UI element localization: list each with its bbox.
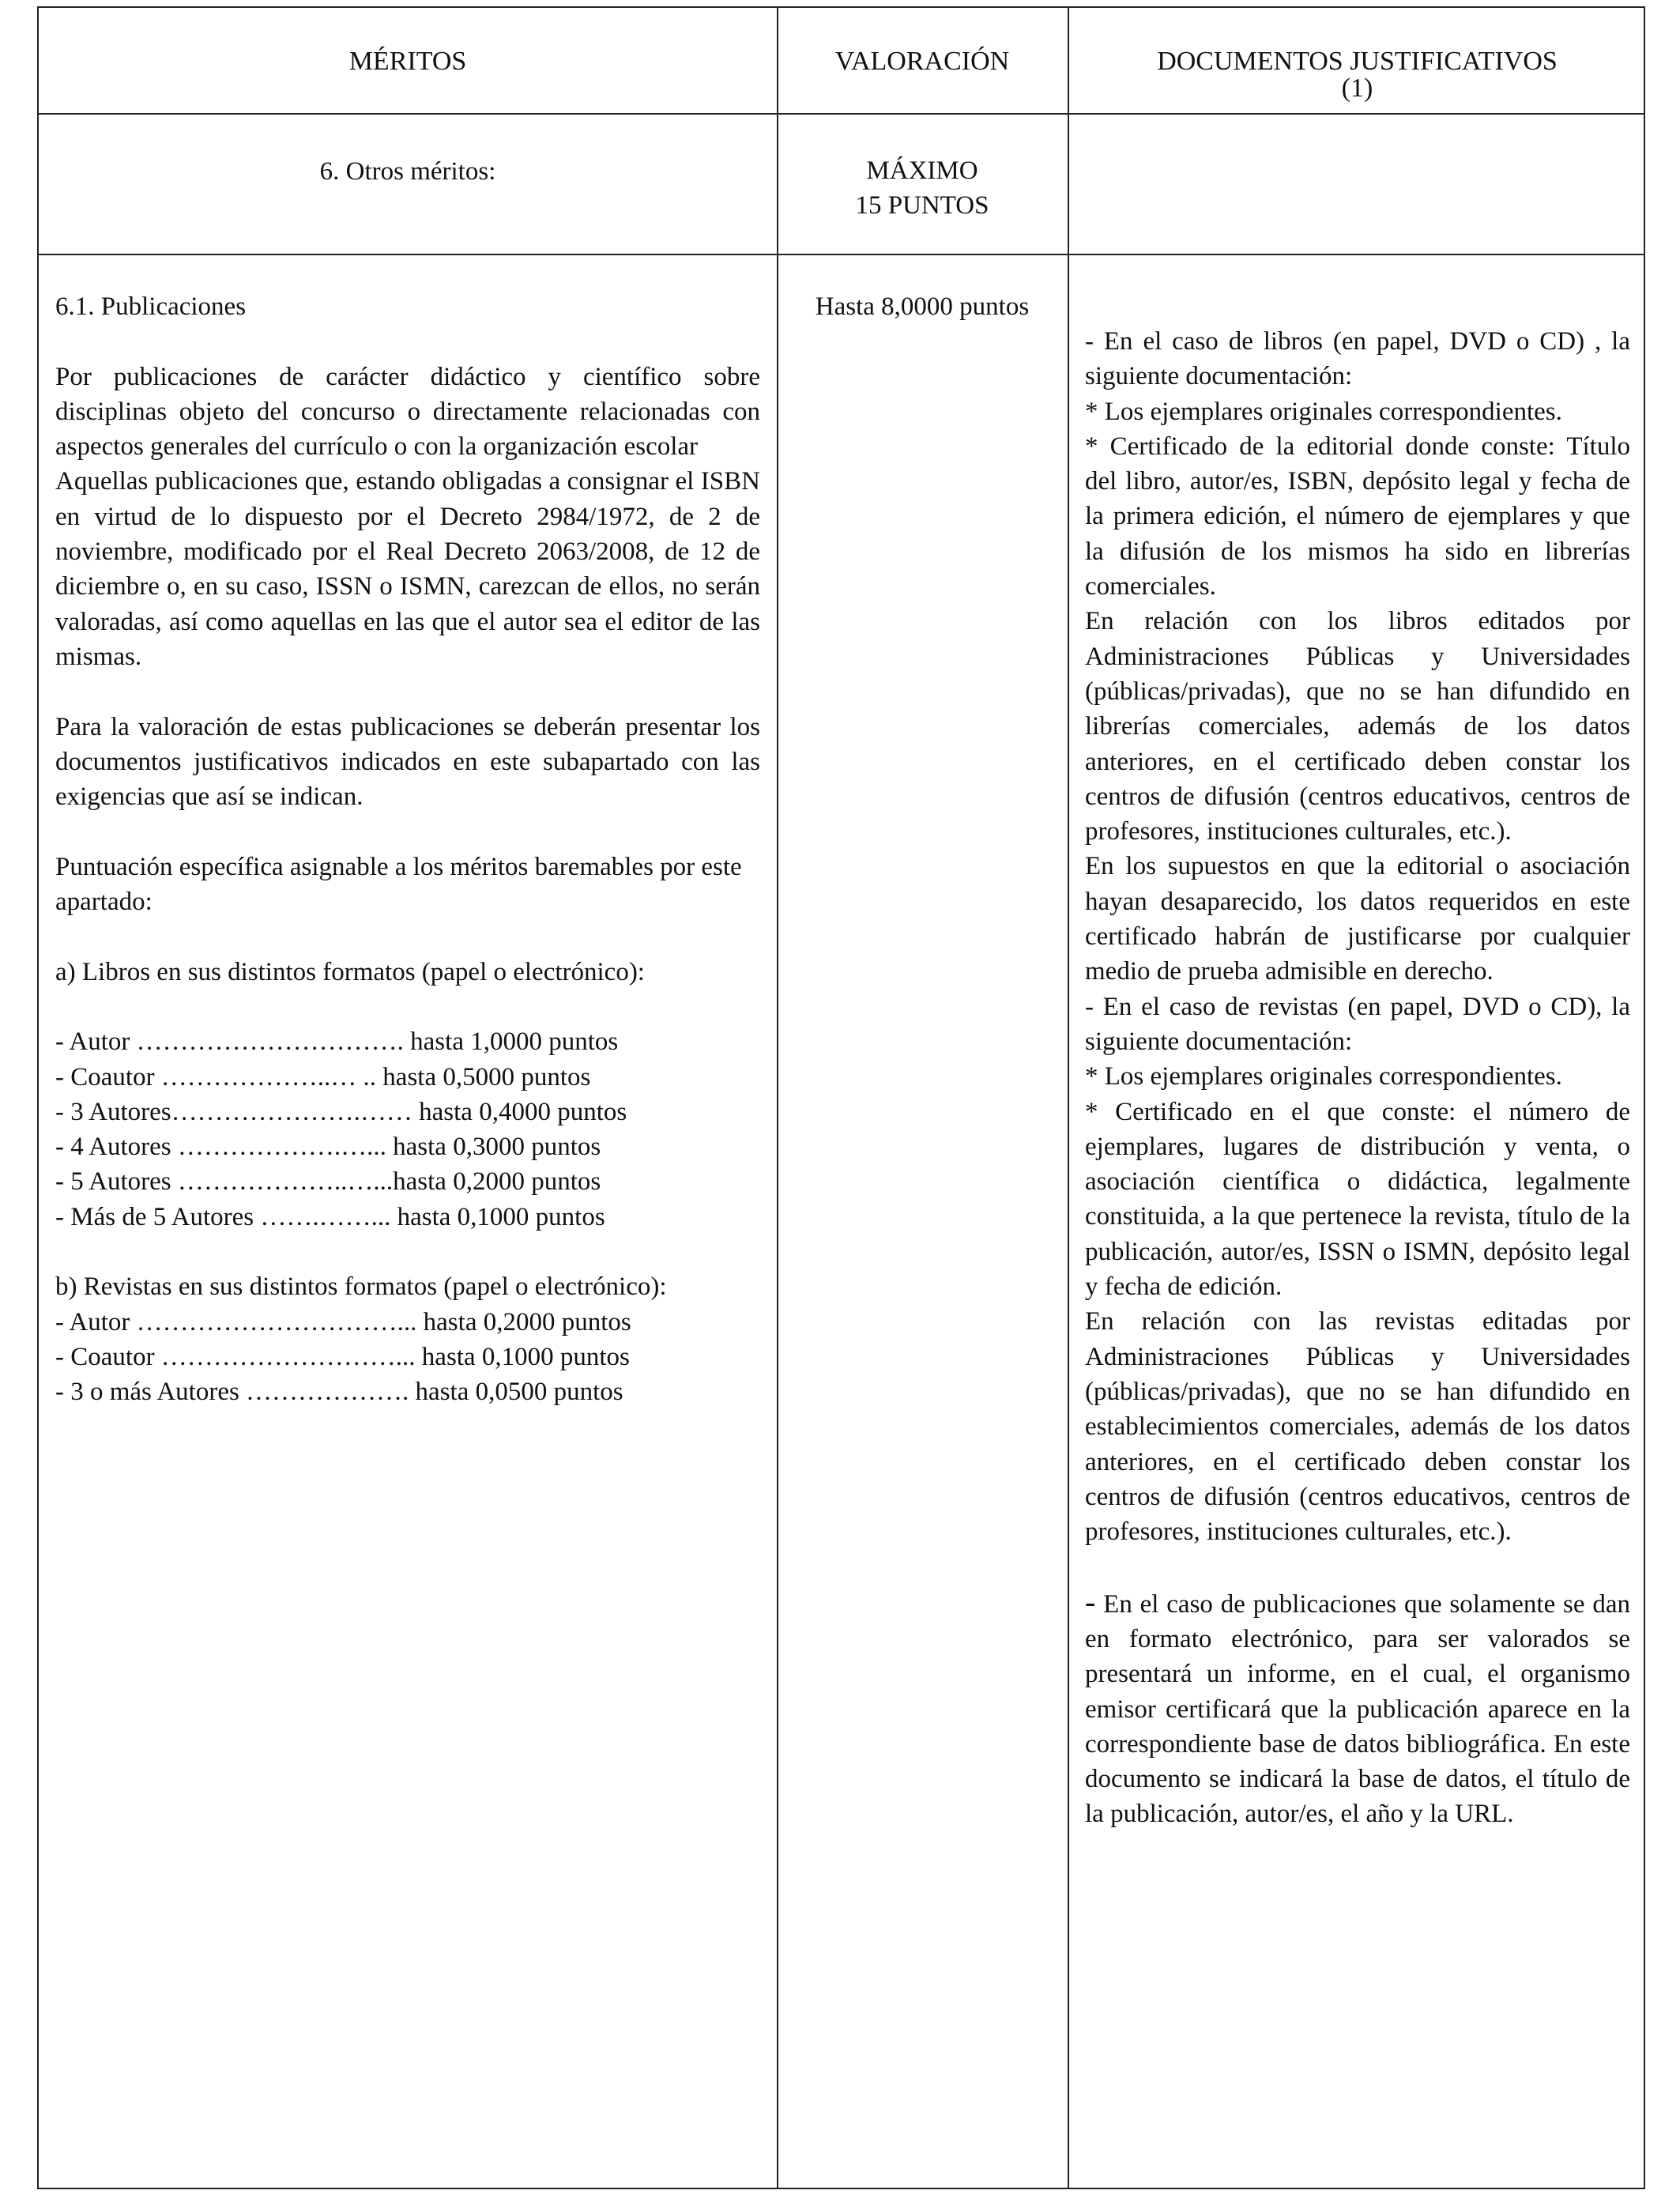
journals-heading: b) Revistas en sus distintos formatos (papel o electrónico): bbox=[55, 1272, 667, 1302]
valuation-note: Para la valoración de estas publicaciones se deberán presentar los documentos justificativos indicados en este subapartado con las exigencias que así se indican. bbox=[55, 712, 760, 812]
docs-books-item: * Los ejemplares originales correspondientes. bbox=[1085, 397, 1562, 426]
section-max bbox=[777, 153, 1068, 224]
section-title: 6. Otros méritos: bbox=[319, 157, 496, 186]
section-max-line1: MÁXIMO bbox=[866, 156, 978, 185]
column-divider bbox=[777, 8, 778, 2188]
column-divider bbox=[1068, 8, 1069, 2188]
journals-score-line: - Coautor ………………………... hasta 0,1000 puntos bbox=[55, 1342, 630, 1371]
docs-electronic-dash: - bbox=[1085, 1583, 1096, 1619]
header-documentos bbox=[1068, 44, 1647, 106]
valuation-cell: Hasta 8,0000 puntos bbox=[815, 292, 1030, 321]
docs-journals-item: * Certificado en el que conste: el número de ejemplares, lugares de distribución y venta, o asociación científica o didáctica, legalmente constituida, a la que pertenece la revista, título de la publicación, autor/es, ISSN o ISMN, depósito legal y fecha de edición. bbox=[1085, 1097, 1630, 1302]
docs-electronic bbox=[1085, 1585, 1630, 1832]
books-heading: a) Libros en sus distintos formatos (papel o electrónico): bbox=[55, 957, 645, 986]
books-score-line: - 4 Autores ……………….…... hasta 0,3000 puntos bbox=[55, 1133, 601, 1162]
books-score-line: - Coautor ………………..… .. hasta 0,5000 puntos bbox=[55, 1062, 591, 1091]
merits-table bbox=[37, 6, 1645, 2189]
row-divider bbox=[39, 254, 1644, 255]
row-divider bbox=[39, 113, 1644, 115]
header-valoracion: VALORACIÓN bbox=[834, 47, 1010, 76]
docs-books-defunct: En los supuestos en que la editorial o asociación hayan desaparecido, los datos requeridos en este certificado habrán de justificarse por cualquier medio de prueba admisible en derecho. bbox=[1085, 852, 1630, 986]
subsection-exclusion: Aquellas publicaciones que, estando obligadas a consignar el ISBN en virtud de lo dispuesto por el Decreto 2984/1972, de 2 de noviembre, modificado por el Real Decreto 2063/2008, de 12 de diciembre o, en su caso, ISSN o ISMN, carezcan de ellos, no serán valoradas, así como aquellas en las que el autor sea el editor de las mismas. bbox=[55, 467, 760, 671]
docs-journals-intro: - En el caso de revistas (en papel, DVD o CD), la siguiente documentación: bbox=[1085, 992, 1630, 1056]
header-documentos-line1: DOCUMENTOS JUSTIFICATIVOS bbox=[1157, 47, 1558, 76]
score-intro: Puntuación específica asignable a los méritos baremables por este apartado: bbox=[55, 852, 742, 917]
subsection-title: 6.1. Publicaciones bbox=[55, 292, 247, 321]
docs-books-item: * Certificado de la editorial donde conste: Título del libro, autor/es, ISBN, depósito legal y fecha de la primera edición, el número de ejemplares y que la difusión de los mismos ha sido en librerías comerciales. bbox=[1085, 432, 1630, 601]
books-score-line: - Más de 5 Autores …….……... hasta 0,1000 puntos bbox=[55, 1202, 605, 1231]
merits-cell bbox=[55, 289, 760, 1410]
docs-electronic-text: En el caso de publicaciones que solamente se dan en formato electrónico, para ser valorados se presentará un informe, en el cual, el organismo emisor certificará que la publicación aparece en la correspondiente base de datos bibliográfica. En este documento se indicará la base de datos, el título de la publicación, autor/es, el año y la URL. bbox=[1085, 1589, 1631, 1829]
journals-score-line: - 3 o más Autores ………………. hasta 0,0500 puntos bbox=[55, 1378, 623, 1407]
docs-books-public: En relación con los libros editados por Administraciones Públicas y Universidades (públicas/privadas), que no se han difundido en librerías comerciales, además de los datos anteriores, en el certificado deben constar los centros de difusión (centros educativos, centros de profesores, instituciones culturales, etc.). bbox=[1085, 607, 1630, 846]
docs-books-intro: - En el caso de libros (en papel, DVD o CD) , la siguiente documentación: bbox=[1085, 327, 1630, 391]
header-documentos-line2: (1) bbox=[1341, 74, 1373, 103]
books-score-line: - 3 Autores………………….…… hasta 0,4000 puntos bbox=[55, 1097, 627, 1126]
documents-cell bbox=[1085, 324, 1630, 1832]
journals-score-line: - Autor …………………………... hasta 0,2000 puntos bbox=[55, 1307, 631, 1336]
docs-journals-public: En relación con las revistas editadas por Administraciones Públicas y Universidades (públicas/privadas), que no se han difundido en establecimientos comerciales, además de los datos anteriores, en el certificado deben constar los centros de difusión (centros educativos, centros de profesores, instituciones culturales, etc.). bbox=[1085, 1307, 1630, 1547]
section-max-line2: 15 PUNTOS bbox=[855, 191, 989, 221]
books-score-line: - 5 Autores ………………..…...hasta 0,2000 puntos bbox=[55, 1167, 601, 1197]
subsection-description: Por publicaciones de carácter didáctico y científico sobre disciplinas objeto del concurso o directamente relacionadas con aspectos generales del currículo o con la organización escolar bbox=[55, 362, 760, 462]
docs-journals-item: * Los ejemplares originales correspondientes. bbox=[1085, 1062, 1562, 1091]
books-score-line: - Autor …………………………. hasta 1,0000 puntos bbox=[55, 1027, 619, 1057]
header-meritos: MÉRITOS bbox=[348, 47, 467, 76]
